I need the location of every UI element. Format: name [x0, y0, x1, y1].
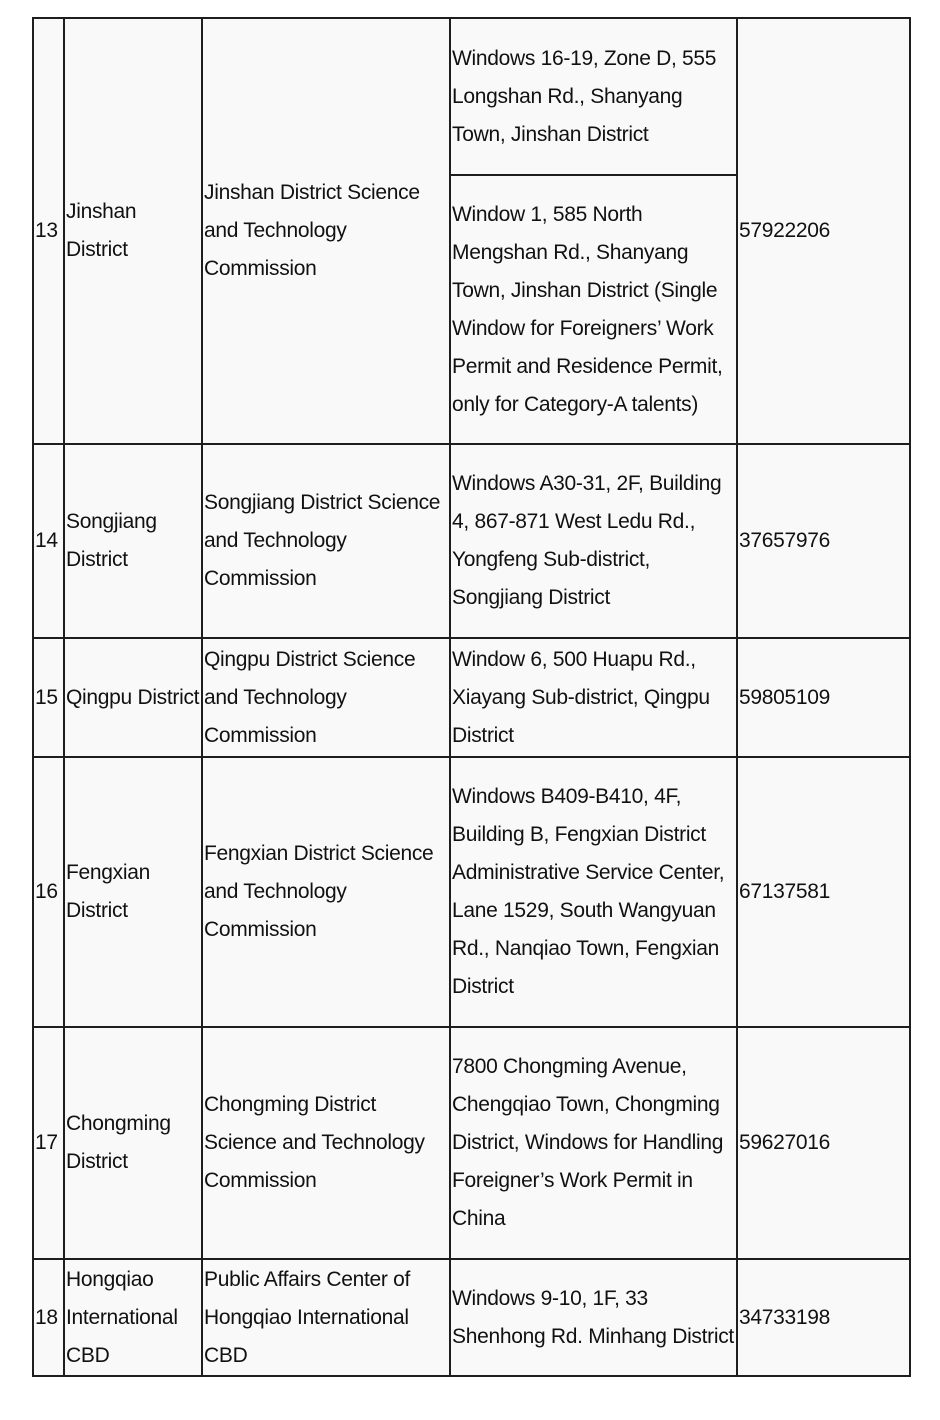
district-cell [64, 1027, 202, 1259]
table-row [33, 757, 910, 1027]
row-number-cell: 18 [33, 1259, 64, 1376]
office-cell [202, 757, 450, 1027]
row-number-cell: 16 [33, 757, 64, 1027]
address-cell [450, 1259, 737, 1376]
phone-number: 67137581 [739, 880, 831, 903]
office-cell [202, 444, 450, 638]
office-name: Songjiang District Science and Technology Commission [204, 491, 441, 590]
district-cell [64, 1259, 202, 1376]
phone-cell [737, 1027, 910, 1259]
office-name: Chongming District Science and Technology Commission [204, 1093, 425, 1192]
district-name: Hongqiao International CBD [66, 1267, 178, 1367]
address-text: Windows 16-19, Zone D, 555 Longshan Rd., Shanyang Town, Jinshan District [452, 46, 717, 146]
address-text: 7800 Chongming Avenue, Chengqiao Town, Chongming District, Windows for Handling Foreigner’s Work Permit in China [452, 1055, 724, 1230]
office-name: Fengxian District Science and Technology Commission [204, 842, 434, 941]
office-name: Public Affairs Center of Hongqiao International CBD [204, 1267, 411, 1367]
address-text: Window 6, 500 Huapu Rd., Xiayang Sub-district, Qingpu District [452, 647, 710, 747]
table-row [33, 18, 910, 175]
district-name: Qingpu District [66, 685, 200, 709]
address-cell [450, 175, 737, 444]
address-text: Windows B409-B410, 4F, Building B, Fengxian District Administrative Service Center, Lane 1529, South Wangyuan Rd., Nanqiao Town, Fengxian District [452, 785, 725, 998]
district-cell [64, 757, 202, 1027]
address-text: Window 1, 585 North Mengshan Rd., Shanyang Town, Jinshan District (Single Window for Foreigners’ Work Permit and Residence Permit, only for Category-A talents) [452, 202, 723, 416]
phone-number: 59805109 [739, 685, 831, 709]
district-cell [64, 18, 202, 444]
phone-number: 34733198 [739, 1305, 831, 1329]
address-cell [450, 18, 737, 175]
address-text: Windows 9-10, 1F, 33 Shenhong Rd. Minhang District [452, 1286, 734, 1348]
phone-cell [737, 444, 910, 638]
office-name: Jinshan District Science and Technology Commission [204, 181, 420, 280]
phone-cell [737, 1259, 910, 1376]
phone-number: 57922206 [739, 219, 831, 242]
table-row [33, 1259, 910, 1376]
address-text: Windows A30-31, 2F, Building 4, 867-871 West Ledu Rd., Yongfeng Sub-district, Songjiang District [452, 472, 722, 609]
row-number-cell: 13 [33, 18, 64, 444]
district-name: Chongming District [66, 1112, 171, 1173]
address-cell [450, 444, 737, 638]
phone-cell [737, 638, 910, 757]
office-cell [202, 1027, 450, 1259]
row-number-cell: 14 [33, 444, 64, 638]
address-cell [450, 1027, 737, 1259]
address-cell [450, 638, 737, 757]
table-row [33, 638, 910, 757]
phone-cell [737, 757, 910, 1027]
office-cell [202, 1259, 450, 1376]
district-cell [64, 444, 202, 638]
district-name: Jinshan District [66, 200, 137, 261]
address-cell [450, 757, 737, 1027]
district-name: Fengxian District [66, 861, 150, 922]
district-cell [64, 638, 202, 757]
table-row [33, 444, 910, 638]
district-name: Songjiang District [66, 510, 157, 571]
table-row [33, 1027, 910, 1259]
phone-cell [737, 18, 910, 444]
row-number-cell: 15 [33, 638, 64, 757]
phone-number: 59627016 [739, 1131, 831, 1154]
office-cell [202, 18, 450, 444]
office-cell [202, 638, 450, 757]
office-name: Qingpu District Science and Technology Commission [204, 647, 416, 747]
phone-number: 37657976 [739, 529, 831, 552]
row-number-cell: 17 [33, 1027, 64, 1259]
office-table [32, 17, 911, 1377]
